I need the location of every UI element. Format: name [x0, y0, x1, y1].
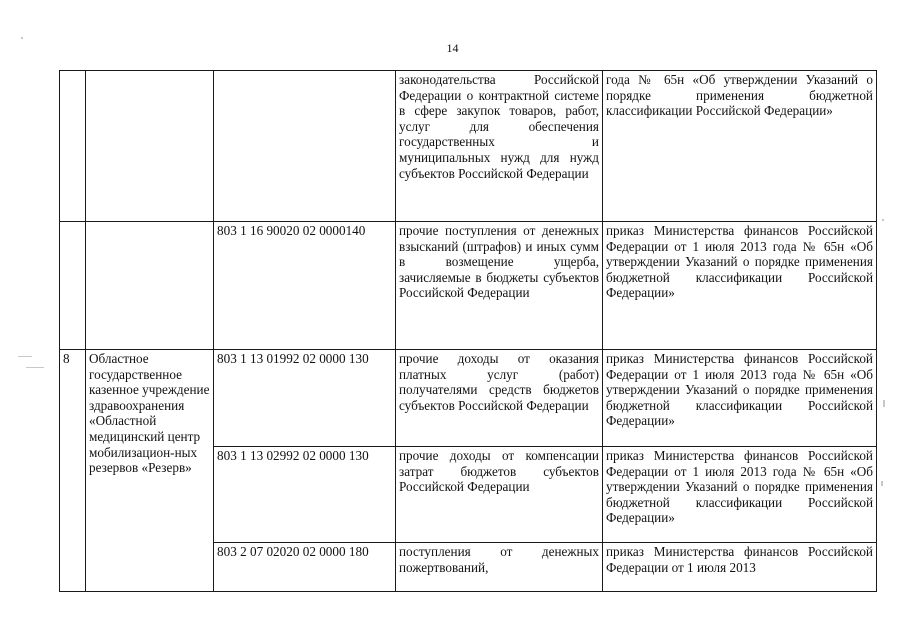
legal-basis: приказ Министерства финансов Российской Федерации от 1 июля 2013 года № 65н «Об утверждении Указаний о порядке применения бюджетной классификации Российской Федерации»	[606, 351, 873, 429]
row-number-cell	[60, 222, 86, 350]
revenue-description: законодательства Российской Федерации о контрактной системе в сфере закупок товаров, работ, услуг для обеспечения государственных и муниципальных нужд для нужд субъектов Российской Федерации	[399, 72, 599, 181]
scan-speck	[18, 356, 32, 357]
code-cell	[214, 222, 396, 350]
table-row	[60, 222, 877, 350]
code-cell	[214, 543, 396, 592]
code-cell	[214, 71, 396, 222]
scan-speck	[881, 481, 883, 486]
legal-basis-cell	[603, 447, 877, 543]
description-cell	[396, 447, 603, 543]
legal-basis: приказ Министерства финансов Российской Федерации от 1 июля 2013 года № 65н «Об утверждении Указаний о порядке применения бюджетной классификации Российской Федерации»	[606, 448, 873, 526]
description-cell	[396, 222, 603, 350]
revenue-description: прочие доходы от компенсации затрат бюджетов субъектов Российской Федерации	[399, 448, 599, 495]
row-number: 8	[63, 351, 70, 366]
row-number-cell	[60, 71, 86, 222]
legal-basis-cell	[603, 222, 877, 350]
description-cell	[396, 543, 603, 592]
budget-code: 803 2 07 02020 02 0000 180	[217, 544, 369, 559]
organization-cell	[86, 350, 214, 592]
revenue-description: прочие поступления от денежных взысканий (штрафов) и иных сумм в возмещение ущерба, зачисляемые в бюджеты субъектов Российской Федерации	[399, 223, 599, 301]
code-cell	[214, 350, 396, 447]
page-number: 14	[446, 41, 459, 55]
organization-cell	[86, 222, 214, 350]
organization-cell	[86, 71, 214, 222]
legal-basis: приказ Министерства финансов Российской Федерации от 1 июля 2013	[606, 544, 873, 575]
revenue-description: поступления от денежных пожертвований,	[399, 544, 599, 575]
budget-code: 803 1 13 02992 02 0000 130	[217, 448, 369, 463]
table-row	[60, 71, 877, 222]
legal-basis-cell	[603, 350, 877, 447]
legal-basis: года № 65н «Об утверждении Указаний о порядке применения бюджетной классификации Российской Федерации»	[606, 72, 873, 119]
legal-basis-cell	[603, 71, 877, 222]
description-cell	[396, 350, 603, 447]
revenue-description: прочие доходы от оказания платных услуг (работ) получателями средств бюджетов субъектов Российской Федерации	[399, 351, 599, 413]
code-cell	[214, 447, 396, 543]
description-cell	[396, 71, 603, 222]
row-number-cell	[60, 350, 86, 592]
scan-speck	[883, 400, 885, 407]
scan-speck	[882, 219, 884, 221]
legal-basis-cell	[603, 543, 877, 592]
scan-speck	[21, 37, 23, 39]
organization-name: Областное государственное казенное учреждение здравоохранения «Областной медицинский центр мобилизацион-ных резервов «Резерв»	[89, 351, 210, 476]
budget-code: 803 1 16 90020 02 0000140	[217, 223, 366, 238]
budget-classification-table	[59, 70, 877, 592]
legal-basis: приказ Министерства финансов Российской Федерации от 1 июля 2013 года № 65н «Об утверждении Указаний о порядке применения бюджетной классификации Российской Федерации»	[606, 223, 873, 301]
table-row	[60, 350, 877, 447]
budget-code: 803 1 13 01992 02 0000 130	[217, 351, 369, 366]
scan-speck	[26, 367, 44, 368]
